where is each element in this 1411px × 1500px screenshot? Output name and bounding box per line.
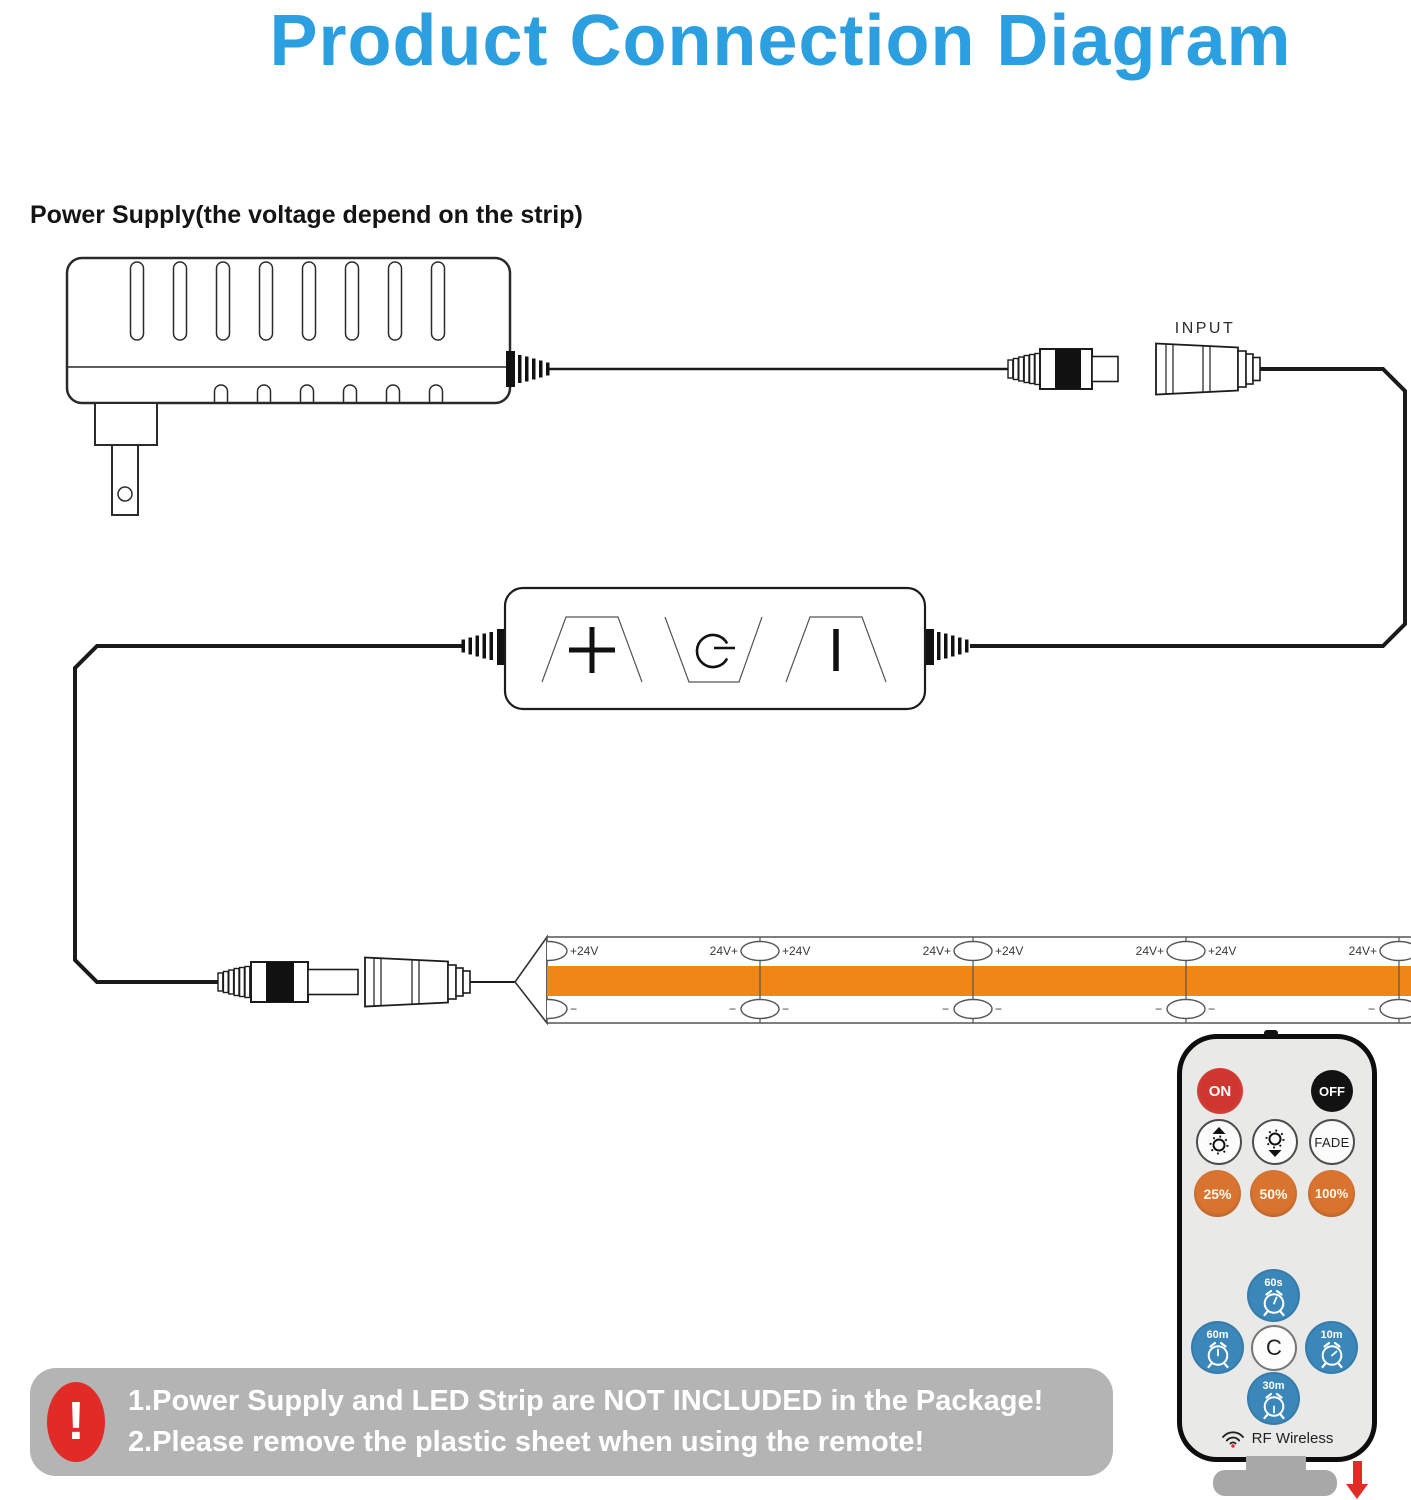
note-line-1: 1.Power Supply and LED Strip are NOT INCLUDED in the Package!: [128, 1385, 1044, 1417]
on-label: ON: [1208, 1082, 1232, 1100]
remote-50-percent-button: [1250, 1170, 1297, 1217]
strip-cob-band: [547, 966, 1411, 996]
timer-60m-label: 60m: [1206, 1328, 1229, 1341]
note-line-2: 2.Please remove the plastic sheet when using the remote!: [128, 1426, 925, 1458]
remote-on-button: [1197, 1068, 1243, 1114]
strip-negative-label: −: [941, 1002, 949, 1016]
page-title: Product Connection Diagram: [269, 1, 1292, 81]
strip-positive-label-reversed: 24V+: [1348, 944, 1377, 958]
plastic-sheet-tab: [1213, 1470, 1337, 1496]
strip-negative-label: −: [728, 1002, 736, 1016]
remote-timer-30m-button: [1247, 1372, 1300, 1425]
sun-up-arrow-icon: [1206, 1126, 1232, 1158]
strip-negative-label: −: [995, 1002, 1003, 1016]
remote-timer-60s-button: [1247, 1269, 1300, 1322]
percent-50-label: 50%: [1259, 1185, 1288, 1202]
sun-down-arrow-icon: [1262, 1126, 1288, 1158]
dc-female-jack: [1156, 344, 1260, 395]
strip-positive-label-reversed: 24V+: [922, 944, 951, 958]
rf-wireless-label: RF Wireless: [1251, 1430, 1334, 1447]
timer-c-label: C: [1266, 1335, 1282, 1360]
led-strip: [515, 937, 1411, 1023]
strip-positive-label: +24V: [1208, 944, 1237, 958]
strip-positive-label-reversed: 24V+: [1135, 944, 1164, 958]
remote-off-button: [1311, 1070, 1353, 1112]
dc-male-plug: [1008, 349, 1118, 389]
strip-negative-label: −: [1367, 1002, 1375, 1016]
rf-wireless-row: [1197, 1429, 1357, 1448]
exclamation-icon: !: [47, 1382, 105, 1462]
strip-positive-label: +24V: [570, 944, 599, 958]
controller-to-strip-wire: [75, 646, 462, 982]
alarm-clock-icon: [1259, 1289, 1289, 1317]
strip-negative-label: −: [570, 1002, 578, 1016]
input-to-controller-wire: [970, 369, 1405, 646]
wifi-icon: [1221, 1429, 1245, 1448]
alarm-clock-icon: [1317, 1341, 1347, 1369]
dimmer-controller: [462, 588, 969, 709]
psu-plug-prong: [95, 403, 157, 515]
strip-end-cap: [515, 937, 547, 1023]
strip-positive-label: +24V: [782, 944, 811, 958]
remote-timer-60m-button: [1191, 1321, 1244, 1374]
remote-timer-clear-button: [1251, 1325, 1297, 1371]
red-down-arrow-icon: [1353, 1461, 1362, 1484]
strip-positive-label-reversed: 24V+: [709, 944, 738, 958]
timer-60s-label: 60s: [1264, 1276, 1283, 1289]
strip-positive-label: +24V: [995, 944, 1024, 958]
dc-connector-strip: [218, 958, 470, 1007]
strip-negative-label: −: [1154, 1002, 1162, 1016]
timer-10m-label: 10m: [1320, 1328, 1343, 1341]
off-label: OFF: [1319, 1083, 1345, 1099]
strip-negative-label: −: [782, 1002, 790, 1016]
fade-label: FADE: [1314, 1134, 1350, 1150]
strip-negative-label: −: [1208, 1002, 1216, 1016]
timer-30m-label: 30m: [1262, 1379, 1285, 1392]
remote-100-percent-button: [1308, 1170, 1355, 1217]
remote-timer-10m-button: [1305, 1321, 1358, 1374]
percent-100-label: 100%: [1314, 1186, 1349, 1201]
psu-strain-relief: [506, 351, 550, 387]
red-down-arrow-head: [1346, 1484, 1368, 1499]
power-supply-label: Power Supply(the voltage depend on the strip): [30, 201, 583, 229]
percent-25-label: 25%: [1203, 1185, 1232, 1202]
remote-brightness-down-button: [1252, 1119, 1298, 1165]
power-supply-illustration: [67, 258, 550, 515]
remote-brightness-up-button: [1196, 1119, 1242, 1165]
alarm-clock-icon: [1203, 1341, 1233, 1369]
remote-top-notch: [1264, 1030, 1278, 1037]
alarm-clock-icon: [1259, 1392, 1289, 1420]
note-text: [128, 1381, 1043, 1463]
input-connector-label: INPUT: [1174, 320, 1236, 337]
remote-fade-button: [1309, 1119, 1355, 1165]
dc-connector-input: [1008, 344, 1260, 395]
remote-25-percent-button: [1194, 1170, 1241, 1217]
dc-female-jack-bottom: [365, 958, 470, 1007]
dc-male-plug-bottom: [218, 962, 358, 1002]
